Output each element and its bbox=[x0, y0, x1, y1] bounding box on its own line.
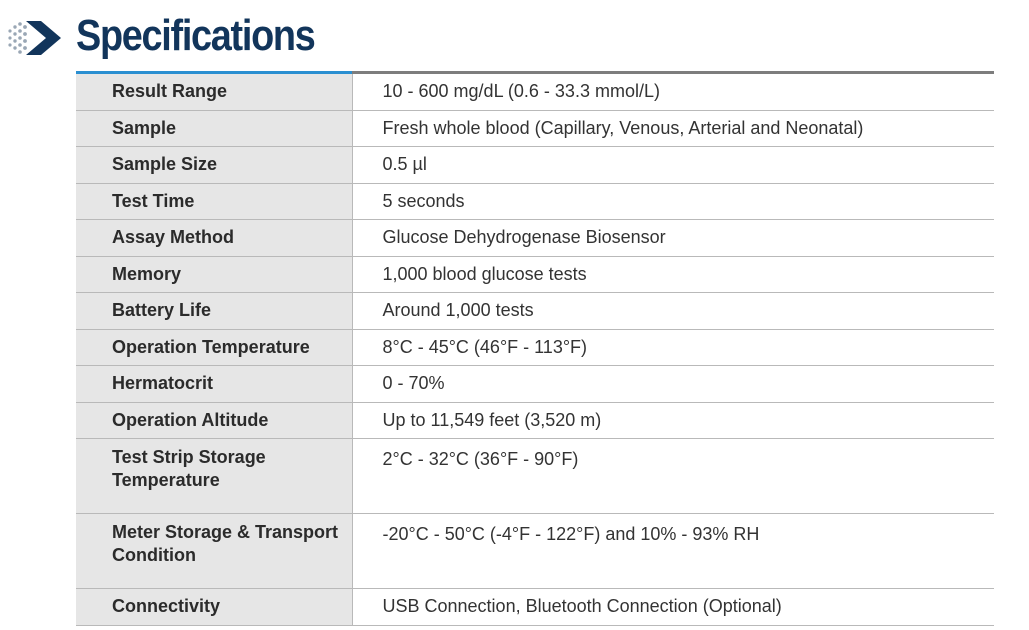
spec-row-connectivity bbox=[76, 589, 994, 626]
spec-value: Around 1,000 tests bbox=[352, 293, 994, 330]
spec-value: Up to 11,549 feet (3,520 m) bbox=[352, 402, 994, 439]
spec-label: Connectivity bbox=[76, 589, 352, 626]
spec-label: Sample bbox=[76, 110, 352, 147]
chevron-arrow-icon bbox=[6, 18, 64, 58]
page-header bbox=[0, 0, 1029, 70]
spec-value: 2°C - 32°C (36°F - 90°F) bbox=[352, 439, 994, 514]
spec-label: Memory bbox=[76, 256, 352, 293]
spec-label: Operation Temperature bbox=[76, 329, 352, 366]
spec-label: Operation Altitude bbox=[76, 402, 352, 439]
spec-row-battery-life bbox=[76, 293, 994, 330]
spec-value: 8°C - 45°C (46°F - 113°F) bbox=[352, 329, 994, 366]
spec-label: Sample Size bbox=[76, 147, 352, 184]
spec-label: Test Time bbox=[76, 183, 352, 220]
spec-row-test-time bbox=[76, 183, 994, 220]
specifications-table bbox=[76, 74, 994, 626]
spec-value: 0.5 µl bbox=[352, 147, 994, 184]
spec-value: 1,000 blood glucose tests bbox=[352, 256, 994, 293]
spec-label: Assay Method bbox=[76, 220, 352, 257]
spec-row-meter-storage bbox=[76, 514, 994, 589]
spec-value: Fresh whole blood (Capillary, Venous, Arterial and Neonatal) bbox=[352, 110, 994, 147]
spec-value: Glucose Dehydrogenase Biosensor bbox=[352, 220, 994, 257]
spec-value: -20°C - 50°C (-4°F - 122°F) and 10% - 93% RH bbox=[352, 514, 994, 589]
spec-value: 0 - 70% bbox=[352, 366, 994, 403]
spec-row-hematocrit bbox=[76, 366, 994, 403]
spec-row-operation-temperature bbox=[76, 329, 994, 366]
spec-row-assay-method bbox=[76, 220, 994, 257]
spec-label: Hermatocrit bbox=[76, 366, 352, 403]
page-title: Specifications bbox=[76, 11, 315, 60]
spec-row-sample bbox=[76, 110, 994, 147]
spec-label: Meter Storage & Transport Condition bbox=[76, 514, 352, 589]
spec-value: 5 seconds bbox=[352, 183, 994, 220]
spec-row-test-strip-storage bbox=[76, 439, 994, 514]
spec-label: Battery Life bbox=[76, 293, 352, 330]
spec-value: 10 - 600 mg/dL (0.6 - 33.3 mmol/L) bbox=[352, 74, 994, 110]
spec-row-operation-altitude bbox=[76, 402, 994, 439]
spec-label: Result Range bbox=[76, 74, 352, 110]
spec-row-memory bbox=[76, 256, 994, 293]
spec-label: Test Strip Storage Temperature bbox=[76, 439, 352, 514]
spec-row-sample-size bbox=[76, 147, 994, 184]
spec-value: USB Connection, Bluetooth Connection (Optional) bbox=[352, 589, 994, 626]
spec-row-result-range bbox=[76, 74, 994, 110]
